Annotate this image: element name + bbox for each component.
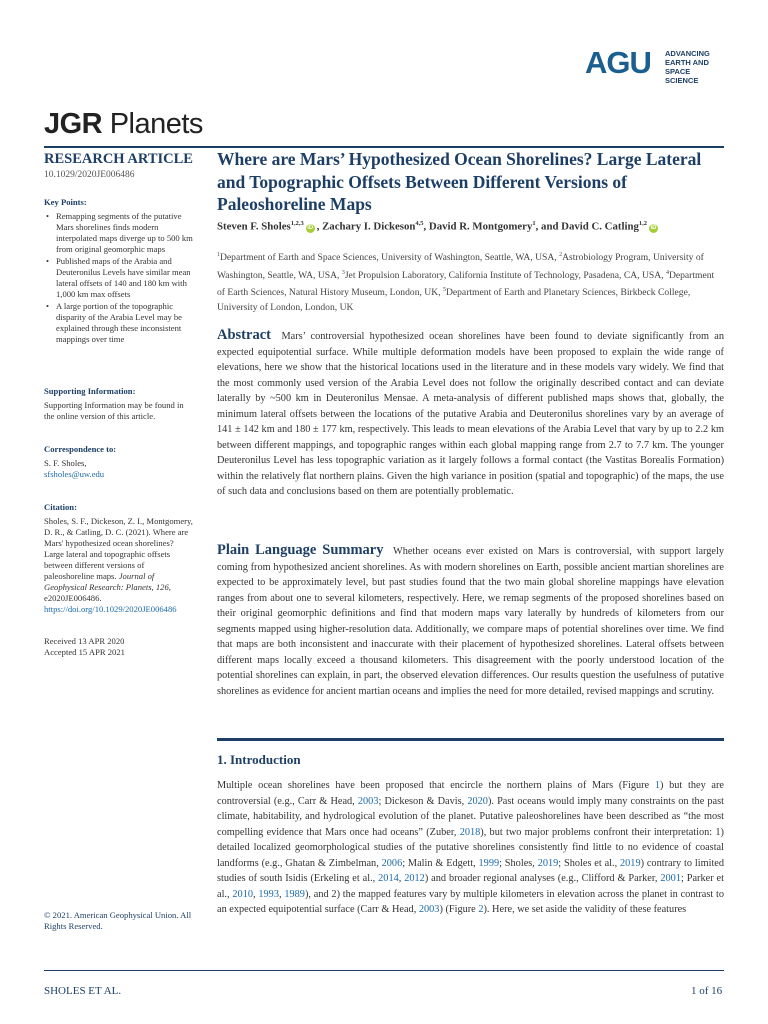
abstract-text: Mars’ controversial hypothesized ocean shorelines have been found to deviate significantly from an expected equipotential surface. While multiple deformation models have been proposed to explain the wide range of elevations, here we show that the historical locations used in the literature and in these models vary widely. We find that the most commonly used version of the Arabia Level does not follow the originally described contact and can deviate laterally by ~500 km in Deuteronilus Mensae. A meta-analysis of different published maps shows that, globally, the minimum lateral offsets between the locations of the putative Arabia and Deuteronilus shorelines vary by an average of 141 ± 142 km and 180 ± 177 km, respectively. This leads to mean elevations of the Arabia Level that vary by up to 2.2 km between different mappings, and topographic ranges within each global mapping range from 2.7 to 7.7 km. The younger Deuteronilus Level has less topographic variation as it largely follows a formal contact (the Vastitas Borealis Formation) within the relatively flat northern plains. Given the high variance in position (spatial and topographic) of the maps, the use of such data and conclusions based on them are potentially problematic. — [217, 331, 725, 497]
affiliation-number: 4 — [665, 269, 669, 276]
section-divider — [217, 738, 724, 741]
citation-journal: Journal of Geophysical Research: Planets, 126 — [44, 571, 169, 592]
citation-doi-link[interactable]: https://doi.org/10.1029/2020JE006486 — [44, 604, 177, 614]
copyright-notice: © 2021. American Geophysical Union. All Rights Reserved. — [44, 910, 192, 931]
reference-link[interactable]: 2019 — [620, 857, 641, 869]
affiliation-number: 5 — [442, 287, 446, 294]
intro-text-run: ). Past oceans would imply many constraints on the past climate, habitability, and hydrological evolution of the planet. Putative paleoshorelines have been described as “the most compelling evidence that Mars once had oceans” (Zuber, — [217, 795, 724, 838]
journal-title-rest: Planets — [102, 108, 203, 140]
author-affiliation-marker: 1,2 — [638, 220, 647, 227]
intro-text-run: ) and broader regional analyses (e.g., Clifford & Parker, — [424, 873, 661, 884]
intro-text-run: Multiple ocean shorelines have been proposed that encircle the northern plains of Mars (Figure — [217, 780, 655, 791]
intro-text-run: ) contrary to limited studies of south Isidis (Erkeling et al., — [217, 857, 725, 884]
affiliation-number: 1 — [217, 252, 220, 258]
author-list — [217, 220, 660, 233]
author-affiliation-marker: 1 — [532, 220, 536, 227]
article-title: Where are Mars’ Hypothesized Ocean Shorelines? Large Lateral and Topographic Offsets Between Different Versions of Paleoshoreline Maps — [217, 149, 702, 214]
correspondence — [44, 444, 194, 480]
dates — [44, 636, 194, 658]
article-type: RESEARCH ARTICLE — [44, 151, 193, 167]
pls-heading: Plain Language Summary — [217, 542, 384, 558]
reference-link[interactable]: 2014 — [378, 873, 399, 884]
reference-link[interactable]: 1989 — [284, 888, 305, 900]
author-name: David C. Catling — [561, 220, 639, 233]
key-point-item: • Published maps of the Arabia and Deuteronilus Levels have similar mean lateral offsets of 140 and 180 km with 1,000 km max offsets — [44, 256, 194, 300]
intro-text-run: , — [398, 873, 405, 884]
reference-link[interactable]: 2003 — [418, 904, 440, 915]
intro-text-run: ). Here, we set aside the validity of these features — [483, 904, 687, 915]
intro-text — [217, 778, 724, 918]
reference-link[interactable]: 2 — [478, 904, 484, 915]
author-affiliation-marker: 1,2,3 — [290, 220, 304, 227]
affiliation-text: Jet Propulsion Laboratory, California Institute of Technology, Pasadena, CA, USA, — [344, 269, 666, 281]
key-point-item: • A large portion of the topographic disparity of the Arabia Level may be explained through these inconsistent mappings over time — [44, 301, 194, 345]
publisher-logo-mark: AGU — [585, 45, 651, 80]
publisher-text-line: SPACE SCIENCE — [665, 67, 699, 85]
intro-text-run: ; Sholes, — [499, 857, 538, 869]
intro-heading: 1. Introduction — [217, 752, 301, 767]
citation-rest: , e2020JE006486. — [44, 582, 171, 603]
reference-link[interactable]: 2006 — [381, 857, 403, 869]
key-points — [44, 197, 194, 346]
intro-text-run: , — [252, 888, 259, 900]
abstract-heading: Abstract — [217, 327, 271, 343]
publisher-text-line: ADVANCING — [665, 49, 710, 58]
author-name: Steven F. Sholes — [217, 220, 291, 233]
author-separator: , — [423, 220, 429, 233]
reference-link[interactable]: 2018 — [459, 826, 481, 838]
affiliation-number: 2 — [559, 252, 563, 258]
supporting-text: Supporting Information may be found in the online version of this article. — [44, 400, 184, 421]
intro-text-run: ; Dickeson & Davis, — [378, 795, 468, 807]
reference-link[interactable]: 2010 — [232, 888, 253, 900]
plain-language-summary — [217, 543, 724, 699]
reference-link[interactable]: 2019 — [537, 857, 559, 869]
intro-text-run: ), and 2) the mapped features vary by multiple kilometers in elevation across the planet in contrast to an expected equipotential surface (Carr & Head, — [217, 888, 725, 915]
pls-text: Whether oceans ever existed on Mars is controversial, with support largely coming from hypothesized ancient shorelines. As with modern shorelines on Earth, possible ancient martian shorelines are expected to be approximately level, but past studies found that the two main global shoreline mappings have elevation ranges from about one to several kilometers, respectively. Here, we remap segments of the proposed shorelines based on their original geomorphic definitions and find that modern maps vary laterally by hundreds of kilometers from our segments mapped using higher-resolution data. Additionally, we compare maps of potential shorelines over time. We find that maps are both inconsistent and inaccurate with their placement of hypothesized shorelines. Lateral offsets between different maps locally exceed a thousand kilometers. This disagreement with the poorly understood location of the potential shorelines can explain, in part, the observed elevation differences. Our results question the usefulness of putative shorelines as evidence for ancient martian oceans and implies the need for more detailed, revised mappings and scrutiny. — [217, 546, 725, 697]
reference-link[interactable]: 2001 — [660, 873, 681, 884]
intro-text-run: ; Parker et al., — [217, 873, 724, 900]
key-points-heading: Key Points: — [44, 197, 87, 207]
reference-link[interactable]: 1 — [654, 780, 660, 791]
author-name: David R. Montgomery — [428, 220, 533, 233]
reference-link[interactable]: 1993 — [258, 888, 279, 900]
affiliation-text: Department of Earth Sciences, Natural History Museum, London, UK, — [217, 269, 715, 299]
citation — [44, 502, 194, 615]
affiliation-text: Department of Earth and Space Sciences, University of Washington, Seattle, WA, USA, — [220, 252, 560, 264]
journal-title — [44, 108, 203, 141]
affiliations — [217, 248, 724, 316]
footer-authors: SHOLES ET AL. — [44, 985, 122, 997]
supporting-heading: Supporting Information: — [44, 386, 136, 396]
correspondence-heading: Correspondence to: — [44, 444, 117, 454]
reference-link[interactable]: 2012 — [404, 873, 425, 884]
correspondence-name: S. F. Sholes, — [44, 458, 87, 468]
author-separator: , — [316, 220, 323, 233]
supporting-information — [44, 386, 194, 422]
abstract — [217, 328, 724, 500]
citation-body: Sholes, S. F., Dickeson, Z. I., Montgomery, D. R., & Catling, D. C. (2021). Where are Mars' hypothesized ocean shorelines? Large lateral and topographic offsets between different versions of paleoshoreline maps. — [44, 516, 193, 581]
affiliation-text: Astrobiology Program, University of Washington, Seattle, WA, USA, — [217, 252, 704, 281]
intro-text-run: ) (Figure — [439, 904, 479, 915]
orcid-icon[interactable]: iD — [307, 224, 314, 231]
orcid-icon[interactable]: iD — [650, 224, 657, 231]
reference-link[interactable]: 2003 — [357, 795, 379, 807]
citation-text — [44, 516, 194, 615]
intro-text-run: ), but two major problems confront their interpretation: 1) detailed localized geomorphological studies of the putative shorelines consistently find little to no evidence of coastal landforms (e.g., Ghatan & Zimbelman, — [217, 826, 724, 869]
key-point-item: • Remapping segments of the putative Mars shorelines finds modern interpolated maps diverge up to 500 km from original geomorphic maps — [44, 211, 194, 255]
publisher-logo-text — [665, 49, 725, 85]
affiliation-number: 3 — [341, 269, 345, 276]
intro-text-run: , — [278, 888, 285, 900]
publisher-logo — [585, 45, 725, 85]
publisher-text-line: EARTH AND — [665, 58, 709, 67]
journal-title-bold: JGR — [44, 108, 103, 140]
intro-text-run: ; Sholes et al., — [558, 857, 620, 869]
author-name: Zachary I. Dickeson — [322, 220, 416, 233]
correspondence-email-link[interactable]: sfsholes@uw.edu — [44, 469, 105, 479]
reference-link[interactable]: 1999 — [478, 857, 500, 869]
sidebar — [44, 150, 194, 657]
received-date: Received 13 APR 2020 — [44, 636, 125, 646]
footer-divider — [44, 970, 724, 971]
key-points-list — [44, 211, 194, 345]
reference-link[interactable]: 2020 — [467, 795, 488, 807]
author-separator: , and — [535, 220, 562, 233]
intro-text-run: ; Malin & Edgett, — [402, 857, 479, 869]
author-affiliation-marker: 4,5 — [415, 220, 424, 227]
doi: 10.1029/2020JE006486 — [44, 170, 135, 180]
citation-heading: Citation: — [44, 502, 77, 512]
accepted-date: Accepted 15 APR 2021 — [44, 647, 125, 657]
page-number: 1 of 16 — [691, 985, 723, 997]
affiliation-text: Department of Earth and Planetary Sciences, Birkbeck College, University of London, London, UK — [217, 287, 691, 314]
intro-text-run: ) but they are controversial (e.g., Carr & Head, — [217, 780, 724, 807]
